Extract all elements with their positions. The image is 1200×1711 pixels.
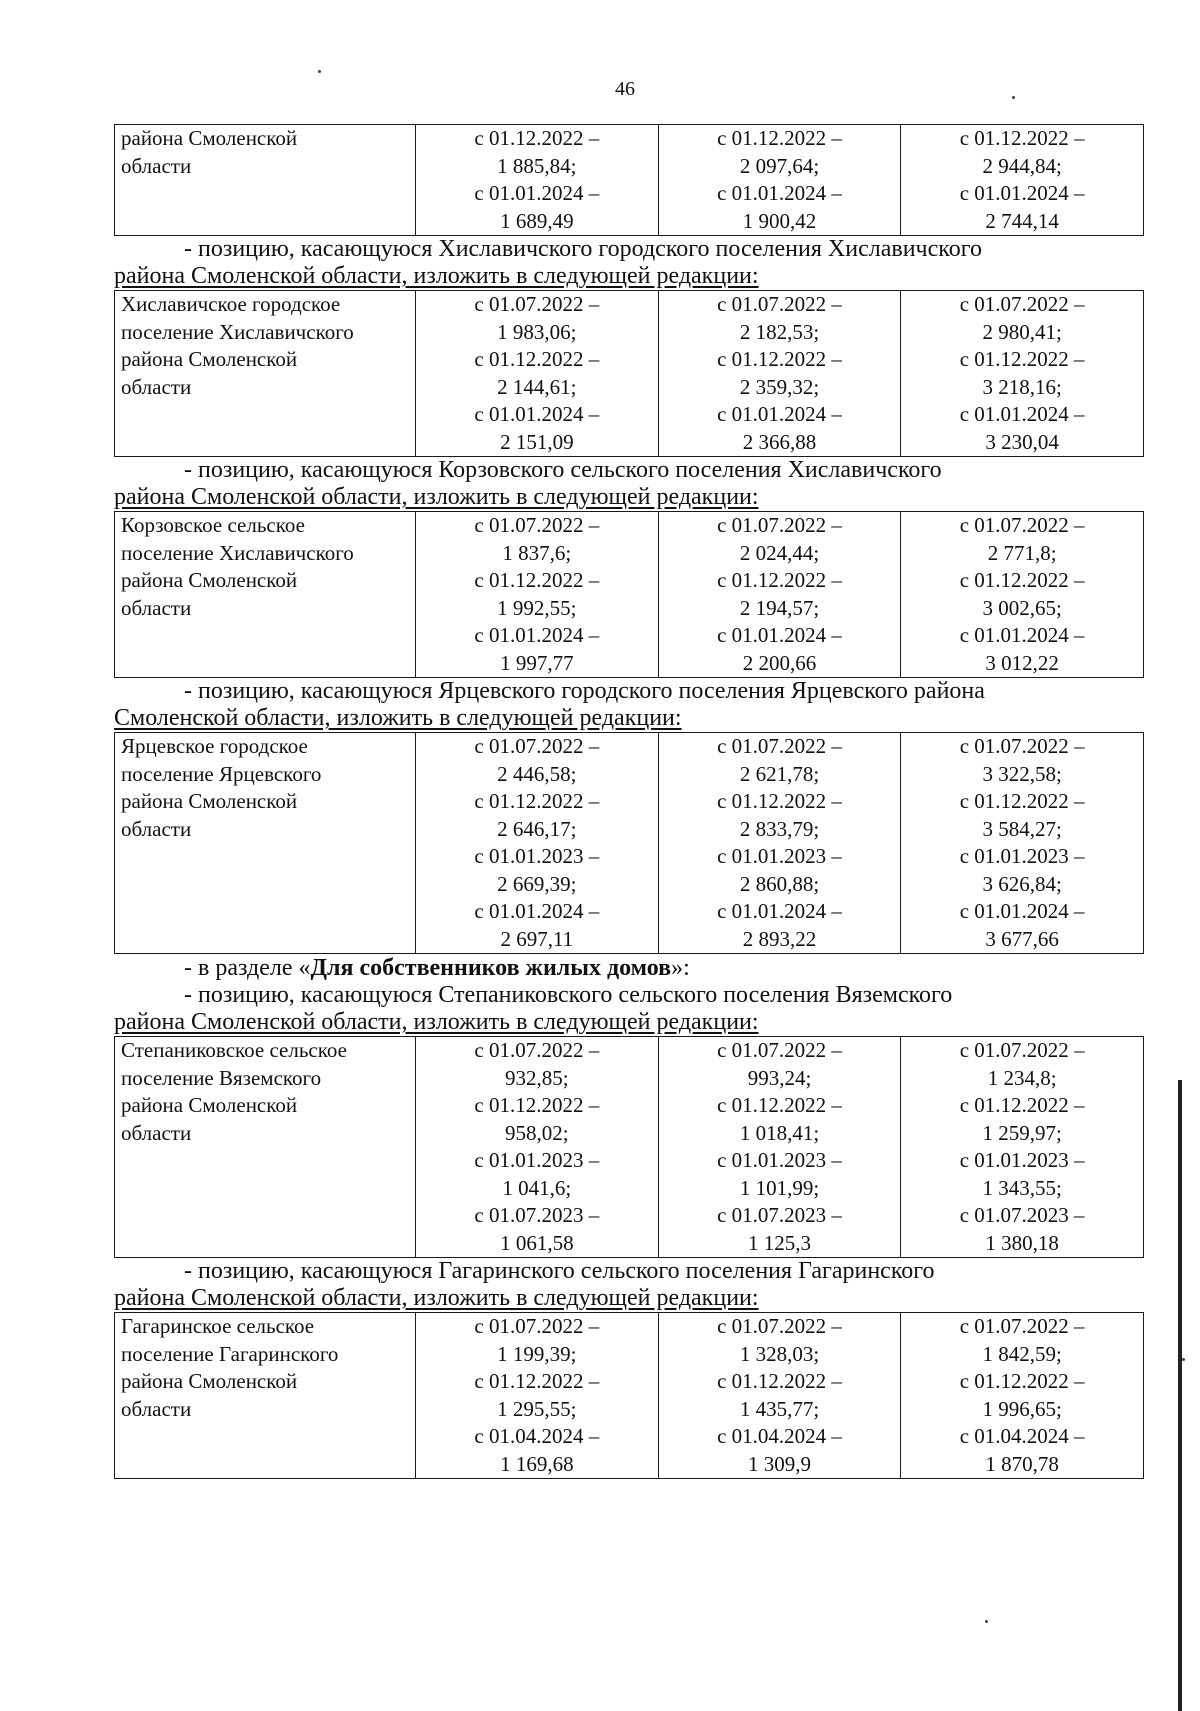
cell-line: 1 259,97; [982, 1120, 1062, 1145]
cell-line: 2 697,11 [500, 926, 574, 951]
tariff-cell-col3 [901, 291, 1144, 457]
settlement-name-cell [115, 512, 416, 678]
cell-line: 3 322,58; [982, 761, 1062, 786]
cell-line: с 01.01.2024 – [959, 181, 1085, 205]
cell-line: 2 182,53; [739, 319, 820, 344]
cell-line: 1 992,55; [497, 595, 577, 620]
cell-line: 1 435,77; [739, 1396, 820, 1421]
cell-line: с 01.12.2022 – [474, 568, 600, 592]
cell-line: с 01.12.2022 – [717, 568, 842, 592]
cell-line: 1 125,3 [747, 1230, 811, 1255]
cell-line: с 01.12.2022 – [717, 789, 842, 813]
cell-line: 2 646,17; [497, 816, 577, 841]
cell-line: с 01.07.2023 – [717, 1203, 842, 1227]
page-number: 46 [615, 78, 635, 100]
tariff-cell-col3 [901, 1313, 1144, 1479]
settlement-name-cell [115, 733, 416, 954]
tariff-cell-col1 [416, 512, 659, 678]
tariff-table-continuation [114, 124, 1144, 236]
tariff-cell-col1 [416, 1037, 659, 1258]
instruction-paragraph: - позицию, касающуюся Ярцевского городского поселения Ярцевского района [184, 678, 985, 704]
cell-line: с 01.12.2022 – [717, 126, 842, 150]
cell-line: 2 446,58; [497, 761, 577, 786]
cell-line: области [121, 816, 192, 841]
tariff-cell-col1 [416, 733, 659, 954]
cell-line: с 01.12.2022 – [717, 1369, 842, 1393]
cell-line: с 01.04.2024 – [717, 1424, 842, 1448]
cell-line: 993,24; [747, 1065, 812, 1090]
tariff-cell-col1 [416, 1313, 659, 1479]
cell-line: 2 669,39; [497, 871, 577, 896]
cell-line: 3 626,84; [982, 871, 1062, 896]
cell-line: с 01.12.2022 – [959, 789, 1085, 813]
settlement-name-cell [115, 125, 416, 236]
cell-line: 1 870,78 [985, 1451, 1059, 1476]
instruction-paragraph: - позицию, касающуюся Корзовского сельского поселения Хиславичского [184, 457, 942, 483]
scan-speck [1012, 96, 1015, 99]
cell-line: с 01.01.2024 – [717, 402, 842, 426]
cell-line: с 01.12.2022 – [959, 126, 1085, 150]
tariff-cell-col3 [901, 512, 1144, 678]
cell-line: с 01.01.2024 – [717, 181, 842, 205]
cell-line: 2 833,79; [739, 816, 820, 841]
cell-line: области [121, 1396, 192, 1421]
cell-line: с 01.12.2022 – [474, 126, 600, 150]
cell-line: с 01.01.2024 – [474, 181, 600, 205]
cell-line: 1 343,55; [982, 1175, 1062, 1200]
instruction-paragraph-continuation: Смоленской области, изложить в следующей редакции: [114, 705, 682, 731]
cell-line: с 01.01.2024 – [959, 623, 1085, 647]
cell-line: с 01.01.2023 – [474, 844, 600, 868]
instruction-paragraph-continuation: района Смоленской области, изложить в следующей редакции: [114, 1009, 759, 1035]
table-row [115, 1313, 1144, 1479]
cell-line: с 01.07.2022 – [717, 734, 842, 758]
cell-line: 2 200,66 [742, 650, 817, 675]
cell-line: с 01.07.2022 – [474, 734, 600, 758]
cell-line: 2 893,22 [742, 926, 817, 951]
cell-line: с 01.12.2022 – [959, 568, 1085, 592]
cell-line: области [121, 153, 192, 178]
cell-line: с 01.01.2024 – [717, 623, 842, 647]
table-row [115, 1037, 1144, 1258]
cell-line: 1 061,58 [500, 1230, 574, 1255]
cell-line: района Смоленской [121, 126, 298, 150]
cell-line: 2 980,41; [982, 319, 1062, 344]
cell-line: с 01.12.2022 – [474, 789, 600, 813]
cell-line: 3 218,16; [982, 374, 1062, 399]
instruction-paragraph: - позицию, касающуюся Степаниковского сельского поселения Вяземского [184, 982, 953, 1008]
scan-speck [985, 1620, 988, 1623]
cell-line: 1 380,18 [985, 1230, 1059, 1255]
cell-line: с 01.01.2024 – [474, 623, 600, 647]
cell-line: 1 169,68 [500, 1451, 574, 1476]
cell-line: района Смоленской [121, 1369, 298, 1393]
cell-line: 1 900,42 [742, 208, 817, 233]
cell-line: поселение Вяземского [121, 1065, 322, 1090]
cell-line: 1 234,8; [987, 1065, 1057, 1090]
settlement-name-cell [115, 1037, 416, 1258]
section-heading-prefix: - в разделе « [184, 955, 311, 981]
cell-line: 2 359,32; [739, 374, 820, 399]
cell-line: 1 018,41; [739, 1120, 820, 1145]
tariff-table-gagarin [114, 1312, 1144, 1479]
cell-line: с 01.12.2022 – [959, 1369, 1085, 1393]
cell-line: с 01.01.2023 – [717, 844, 842, 868]
cell-line: 1 328,03; [739, 1341, 820, 1366]
cell-line: с 01.01.2024 – [959, 899, 1085, 923]
cell-line: района Смоленской [121, 568, 298, 592]
cell-line: поселение Хиславичского [121, 540, 354, 565]
cell-line: с 01.12.2022 – [717, 1093, 842, 1117]
cell-line: 3 012,22 [985, 650, 1059, 675]
cell-line: с 01.07.2022 – [717, 292, 842, 316]
cell-line: с 01.07.2022 – [959, 1038, 1085, 1062]
cell-line: 3 002,65; [982, 595, 1062, 620]
tariff-cell-col1 [416, 291, 659, 457]
cell-line: Корзовское сельское [121, 513, 305, 537]
section-heading [114, 954, 1144, 982]
cell-line: с 01.07.2022 – [474, 292, 600, 316]
cell-line: 1 837,6; [502, 540, 572, 565]
cell-line: с 01.12.2022 – [474, 1093, 600, 1117]
cell-line: с 01.12.2022 – [474, 347, 600, 371]
cell-line: с 01.01.2023 – [474, 1148, 600, 1172]
instruction-paragraph-continuation: района Смоленской области, изложить в следующей редакции: [114, 1285, 759, 1311]
cell-line: 1 842,59; [982, 1341, 1062, 1366]
cell-line: 2 744,14 [985, 208, 1059, 233]
instruction-paragraph-continuation: района Смоленской области, изложить в следующей редакции: [114, 263, 759, 289]
cell-line: с 01.01.2023 – [959, 1148, 1085, 1172]
cell-line: поселение Ярцевского [121, 761, 322, 786]
cell-line: с 01.12.2022 – [474, 1369, 600, 1393]
table-row [115, 733, 1144, 954]
cell-line: области [121, 374, 192, 399]
scan-speck [318, 70, 321, 73]
tariff-cell-col3 [901, 1037, 1144, 1258]
cell-line: 1 997,77 [500, 650, 574, 675]
cell-line: области [121, 595, 192, 620]
cell-line: 1 041,6; [502, 1175, 572, 1200]
cell-line: с 01.04.2024 – [474, 1424, 600, 1448]
cell-line: с 01.12.2022 – [717, 347, 842, 371]
cell-line: с 01.01.2024 – [474, 899, 600, 923]
tariff-cell-col2 [658, 291, 901, 457]
tariff-cell-col3 [901, 733, 1144, 954]
cell-line: 1 295,55; [497, 1396, 577, 1421]
cell-line: с 01.07.2022 – [474, 1038, 600, 1062]
tariff-cell-col1 [416, 125, 659, 236]
cell-line: 1 101,99; [739, 1175, 820, 1200]
cell-line: района Смоленской [121, 347, 298, 371]
settlement-name-cell [115, 291, 416, 457]
cell-line: с 01.07.2023 – [474, 1203, 600, 1227]
cell-line: 2 771,8; [987, 540, 1057, 565]
cell-line: Хиславичское городское [121, 292, 341, 316]
instruction-paragraph-continuation: района Смоленской области, изложить в следующей редакции: [114, 484, 759, 510]
cell-line: с 01.04.2024 – [959, 1424, 1085, 1448]
tariff-cell-col2 [658, 125, 901, 236]
cell-line: 1 199,39; [497, 1341, 577, 1366]
cell-line: 2 366,88 [742, 429, 817, 454]
tariff-cell-col2 [658, 733, 901, 954]
cell-line: с 01.07.2022 – [474, 1314, 600, 1338]
cell-line: 2 151,09 [500, 429, 574, 454]
cell-line: Гагаринское сельское [121, 1314, 315, 1338]
section-heading-title: Для собственников жилых домов [310, 955, 672, 981]
cell-line: 1 689,49 [500, 208, 574, 233]
table-row [115, 512, 1144, 678]
cell-line: Ярцевское городское [121, 734, 308, 758]
cell-line: 1 983,06; [497, 319, 577, 344]
cell-line: 2 194,57; [739, 595, 820, 620]
scan-edge-shadow [1178, 1080, 1182, 1711]
tariff-table-yartsevo [114, 732, 1144, 954]
cell-line: 932,85; [505, 1065, 569, 1090]
table-row [115, 125, 1144, 236]
cell-line: района Смоленской [121, 1093, 298, 1117]
instruction-paragraph: - позицию, касающуюся Гагаринского сельского поселения Гагаринского [184, 1258, 935, 1284]
cell-line: области [121, 1120, 192, 1145]
cell-line: 1 885,84; [497, 153, 577, 178]
cell-line: 2 144,61; [497, 374, 577, 399]
tariff-cell-col2 [658, 512, 901, 678]
cell-line: с 01.07.2022 – [717, 1038, 842, 1062]
cell-line: с 01.07.2022 – [959, 1314, 1085, 1338]
tariff-cell-col2 [658, 1313, 901, 1479]
tariff-table-korzovo [114, 511, 1144, 678]
cell-line: 2 621,78; [739, 761, 820, 786]
cell-line: 958,02; [505, 1120, 569, 1145]
cell-line: с 01.07.2022 – [959, 292, 1085, 316]
tariff-table-stepanikovo [114, 1036, 1144, 1258]
cell-line: с 01.07.2022 – [474, 513, 600, 537]
cell-line: 2 860,88; [739, 871, 820, 896]
cell-line: с 01.07.2022 – [959, 734, 1085, 758]
cell-line: с 01.01.2024 – [717, 899, 842, 923]
cell-line: с 01.12.2022 – [959, 1093, 1085, 1117]
table-row [115, 291, 1144, 457]
tariff-table-khislavichi [114, 290, 1144, 457]
cell-line: поселение Хиславичского [121, 319, 354, 344]
settlement-name-cell [115, 1313, 416, 1479]
cell-line: с 01.01.2024 – [474, 402, 600, 426]
cell-line: 1 309,9 [747, 1451, 811, 1476]
tariff-cell-col3 [901, 125, 1144, 236]
cell-line: 3 230,04 [985, 429, 1059, 454]
cell-line: 2 097,64; [739, 153, 820, 178]
section-heading-suffix: »: [671, 955, 690, 981]
cell-line: поселение Гагаринского [121, 1341, 339, 1366]
cell-line: Степаниковское сельское [121, 1038, 347, 1062]
instruction-paragraph: - позицию, касающуюся Хиславичского городского поселения Хиславичского [184, 236, 982, 262]
scan-speck [1182, 1358, 1185, 1361]
cell-line: с 01.07.2023 – [959, 1203, 1085, 1227]
cell-line: 3 584,27; [982, 816, 1062, 841]
cell-line: с 01.01.2023 – [959, 844, 1085, 868]
cell-line: с 01.12.2022 – [959, 347, 1085, 371]
cell-line: с 01.07.2022 – [717, 513, 842, 537]
cell-line: 1 996,65; [982, 1396, 1062, 1421]
document-content [114, 124, 1144, 1479]
cell-line: с 01.01.2023 – [717, 1148, 842, 1172]
cell-line: 2 944,84; [982, 153, 1062, 178]
cell-line: с 01.01.2024 – [959, 402, 1085, 426]
cell-line: района Смоленской [121, 789, 298, 813]
cell-line: с 01.07.2022 – [717, 1314, 842, 1338]
cell-line: с 01.07.2022 – [959, 513, 1085, 537]
tariff-cell-col2 [658, 1037, 901, 1258]
cell-line: 3 677,66 [985, 926, 1059, 951]
cell-line: 2 024,44; [739, 540, 820, 565]
